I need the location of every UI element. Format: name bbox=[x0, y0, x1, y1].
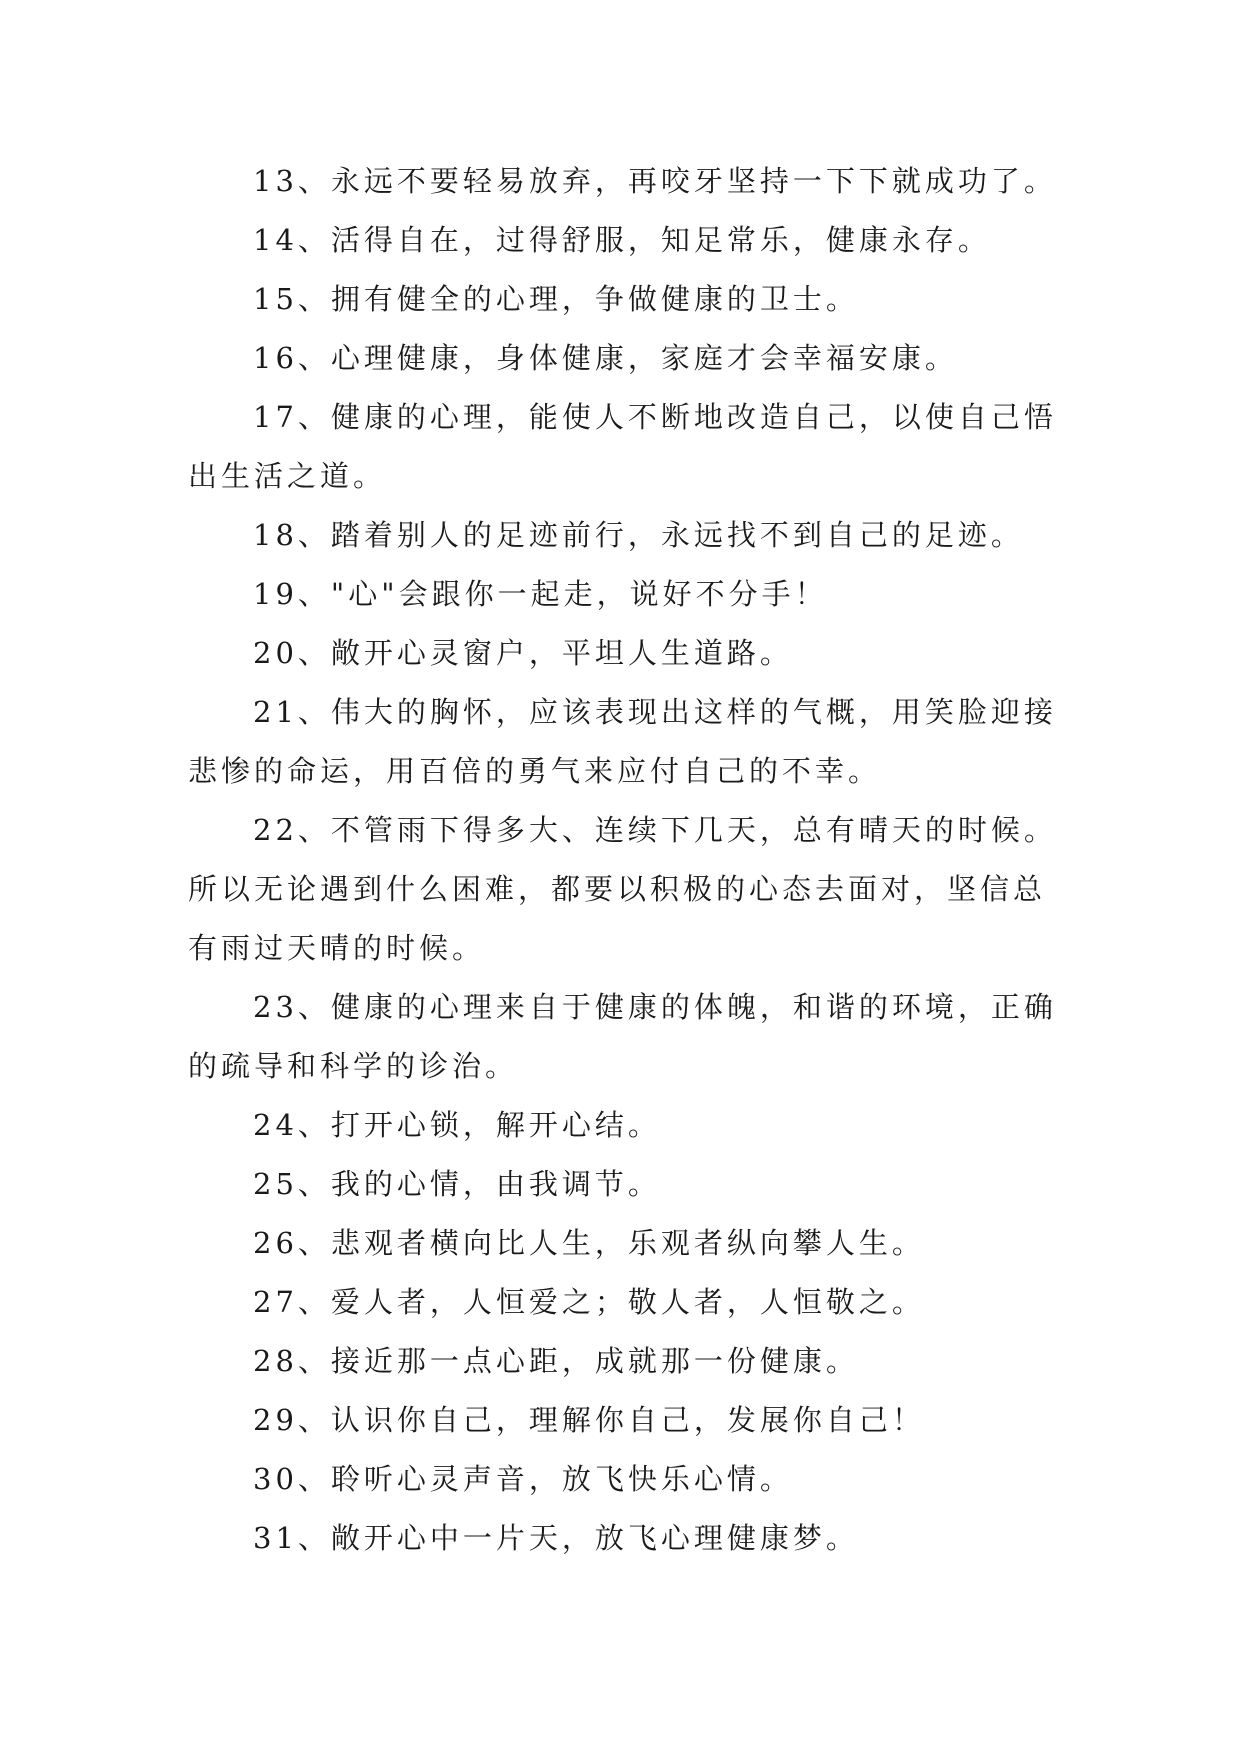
paragraph-24: 24、打开心锁，解开心结。 bbox=[253, 1108, 661, 1142]
paragraph-14: 14、活得自在，过得舒服，知足常乐，健康永存。 bbox=[253, 223, 991, 257]
paragraph-13: 13、永远不要轻易放弃，再咬牙坚持一下下就成功了。 bbox=[253, 164, 1057, 198]
paragraph-17: 17、健康的心理，能使人不断地改造自己，以使自己悟出生活之道。 bbox=[188, 400, 1057, 493]
paragraph-18: 18、踏着别人的足迹前行，永远找不到自己的足迹。 bbox=[253, 518, 1024, 552]
paragraph-29: 29、认识你自己，理解你自己，发展你自己！ bbox=[253, 1403, 925, 1437]
paragraph-22: 22、不管雨下得多大、连续下几天，总有晴天的时候。所以无论遇到什么困难，都要以积极的心态去面对，坚信总有雨过天晴的时候。 bbox=[188, 813, 1057, 965]
paragraph-21: 21、伟大的胸怀，应该表现出这样的气概，用笑脸迎接悲惨的命运，用百倍的勇气来应付自己的不幸。 bbox=[188, 695, 1057, 788]
paragraph-15: 15、拥有健全的心理，争做健康的卫士。 bbox=[253, 282, 859, 316]
paragraph-27: 27、爱人者，人恒爱之；敬人者，人恒敬之。 bbox=[253, 1285, 925, 1319]
document-body bbox=[188, 152, 1058, 1568]
paragraph-20: 20、敞开心灵窗户，平坦人生道路。 bbox=[253, 636, 793, 670]
paragraph-31: 31、敞开心中一片天，放飞心理健康梦。 bbox=[253, 1521, 859, 1555]
paragraph-28: 28、接近那一点心距，成就那一份健康。 bbox=[253, 1344, 859, 1378]
paragraph-26: 26、悲观者横向比人生，乐观者纵向攀人生。 bbox=[253, 1226, 925, 1260]
paragraph-30: 30、聆听心灵声音，放飞快乐心情。 bbox=[253, 1462, 793, 1496]
paragraph-23: 23、健康的心理来自于健康的体魄，和谐的环境，正确的疏导和科学的诊治。 bbox=[188, 990, 1057, 1083]
paragraph-25: 25、我的心情，由我调节。 bbox=[253, 1167, 661, 1201]
paragraph-19: 19、"心"会跟你一起走，说好不分手！ bbox=[253, 577, 828, 611]
paragraph-16: 16、心理健康，身体健康，家庭才会幸福安康。 bbox=[253, 341, 958, 375]
